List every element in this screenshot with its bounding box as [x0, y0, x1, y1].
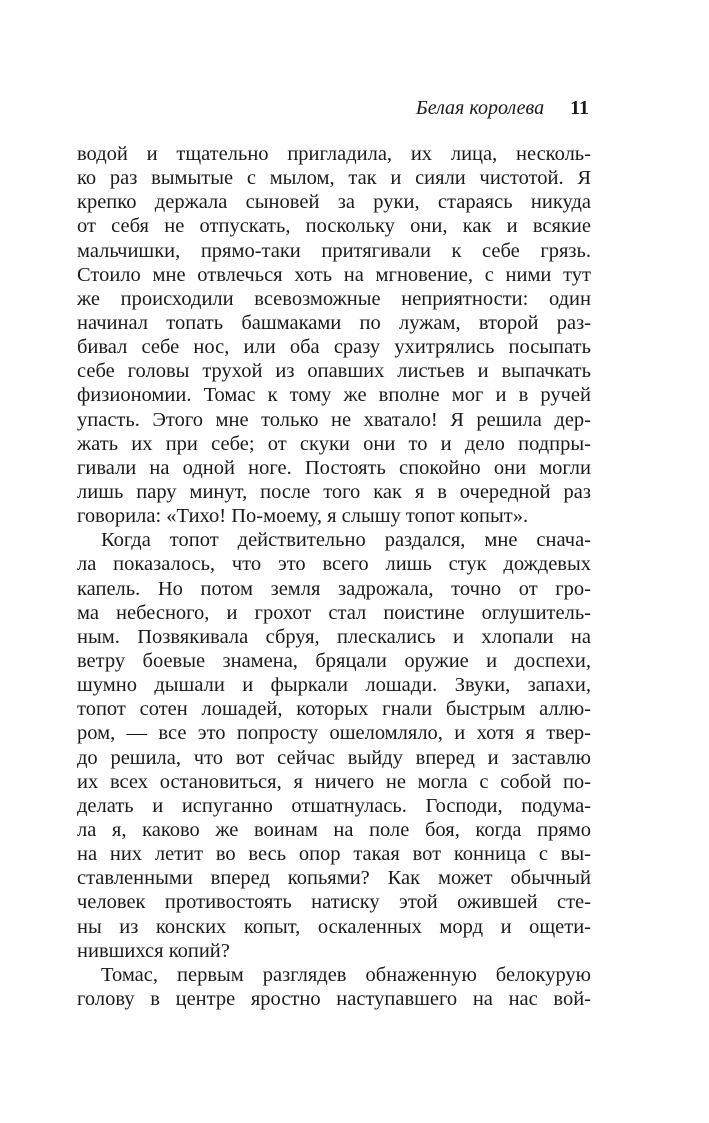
- text-line: делать и испуганно отшатнулась. Господи, подума-: [77, 794, 591, 817]
- text-line: ны из конских копыт, оскаленных морд и ощети-: [77, 915, 591, 938]
- running-head: [416, 96, 589, 120]
- text-line: гивали на одной ноге. Постоять спокойно они могли: [77, 456, 591, 479]
- text-line: лишь пару минут, после того как я в очередной раз: [77, 480, 591, 503]
- text-line: ла показалось, что это всего лишь стук дождевых: [77, 553, 591, 576]
- text-line: мальчишки, прямо-таки притягивали к себе грязь.: [77, 239, 591, 262]
- text-line: себе головы трухой из опавших листьев и выпачкать: [77, 360, 591, 383]
- text-line: же происходили всевозможные неприятности: один: [77, 287, 591, 310]
- text-line: говорила: «Тихо! По-моему, я слышу топот копыт».: [77, 505, 529, 528]
- text-line: капель. Но потом земля задрожала, точно от гро-: [77, 577, 591, 600]
- body-text: [77, 142, 591, 1011]
- text-line: ром, — все это попросту ошеломляло, и хотя я твер-: [77, 722, 591, 745]
- text-line: ветру боевые знамена, бряцали оружие и доспехи,: [77, 649, 591, 672]
- text-line: ным. Позвякивала сбруя, плескались и хлопали на: [77, 625, 591, 648]
- text-line: Томас, первым разглядев обнаженную белокурую: [101, 963, 591, 986]
- paragraph: [77, 528, 591, 963]
- text-line: бивал себе нос, или оба сразу ухитрялись посыпать: [77, 336, 591, 359]
- text-line: крепко держала сыновей за руки, стараясь никуда: [77, 191, 591, 214]
- text-line: ко раз вымытые с мылом, так и сияли чистотой. Я: [77, 167, 591, 190]
- page-number: 11: [570, 97, 589, 119]
- text-line: топот сотен лошадей, которых гнали быстрым аллю-: [77, 698, 591, 721]
- paragraph: [77, 963, 591, 1011]
- text-line: ла я, каково же воинам на поле боя, когда прямо: [77, 818, 591, 841]
- text-line: голову в центре яростно наступавшего на нас вой-: [77, 987, 591, 1010]
- text-line: начинал топать башмаками по лужам, второй раз-: [77, 311, 591, 334]
- text-line: ма небесного, и грохот стал поистине оглушитель-: [77, 601, 591, 624]
- paragraph: [77, 142, 591, 528]
- text-line: нившихся копий?: [77, 939, 230, 962]
- text-line: жать их при себе; от скуки они то и дело подпры-: [77, 432, 591, 455]
- text-line: до решила, что вот сейчас выйду вперед и заставлю: [77, 746, 591, 769]
- text-line: шумно дышали и фыркали лошади. Звуки, запахи,: [77, 674, 591, 697]
- text-line: человек противостоять натиску этой ожившей сте-: [77, 891, 591, 914]
- text-line: их всех остановиться, я ничего не могла с собой по-: [77, 770, 591, 793]
- text-line: Когда топот действительно раздался, мне снача-: [101, 529, 591, 552]
- text-line: физиономии. Томас к тому же вполне мог и в ручей: [77, 384, 591, 407]
- text-line: ставленными вперед копьями? Как может обычный: [77, 867, 591, 890]
- text-line: на них летит во весь опор такая вот конница с вы-: [77, 843, 591, 866]
- text-line: от себя не отпускать, поскольку они, как и всякие: [77, 215, 591, 238]
- running-title: Белая королева: [415, 97, 545, 119]
- text-line: водой и тщательно пригладила, их лица, несколь-: [77, 143, 591, 165]
- text-line: Стоило мне отвлечься хоть на мгновение, с ними тут: [77, 263, 591, 286]
- text-line: упасть. Этого мне только не хватало! Я решила дер-: [77, 408, 591, 431]
